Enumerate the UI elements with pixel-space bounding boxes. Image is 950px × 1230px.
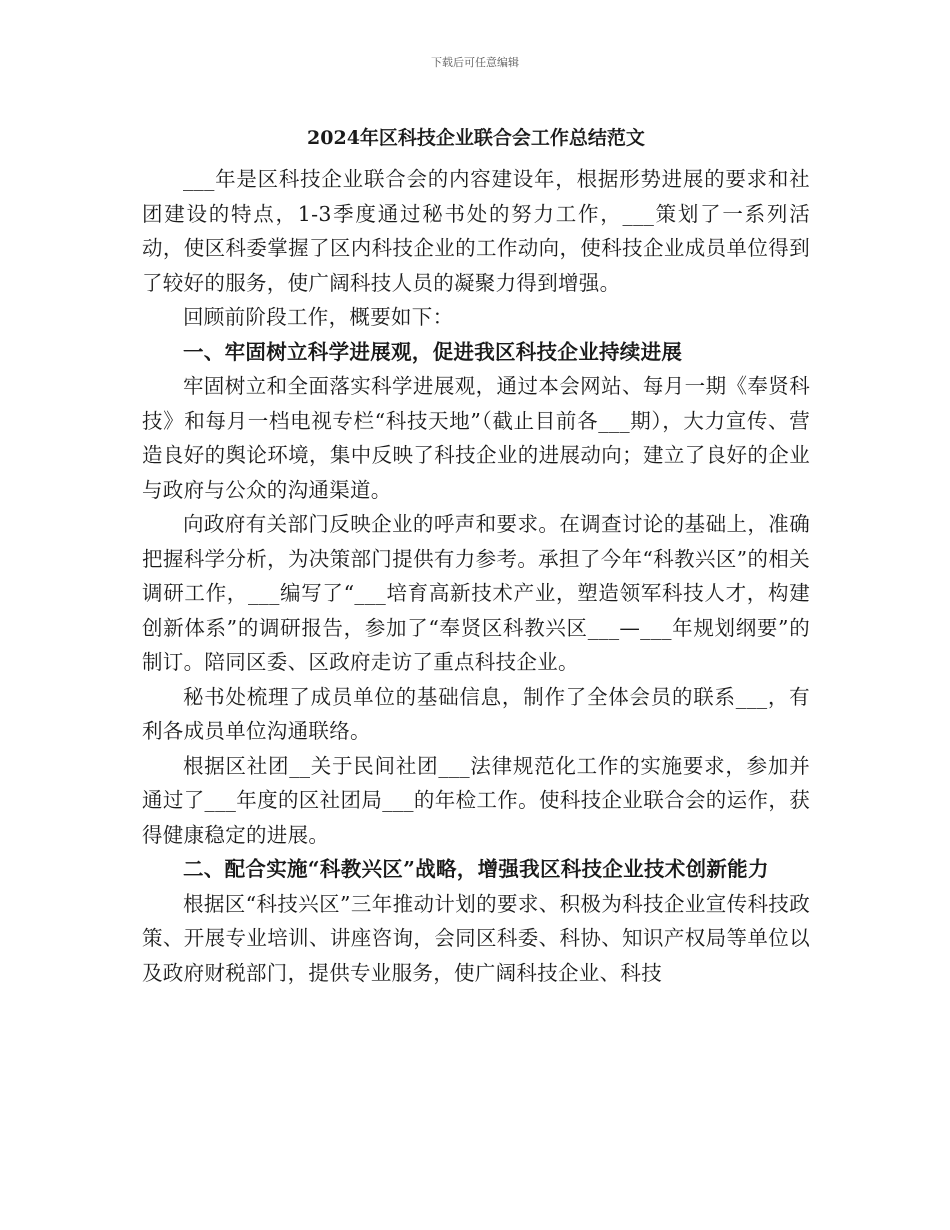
- paragraph-publicity: 牢固树立和全面落实科学进展观，通过本会网站、每月一期《奉贤科技》和每月一档电视专栏“科技天地”（截止目前各___期），大力宣传、营造良好的舆论环境，集中反映了科技企业的进展动向；建立了良好的企业与政府与公众的沟通渠道。: [142, 374, 810, 502]
- section-heading-1: 一、牢固树立科学进展观，促进我区科技企业持续进展: [183, 339, 683, 364]
- section-heading-2: 二、配合实施“科教兴区”战略，增强我区科技企业技术创新能力: [183, 857, 769, 881]
- document-title: 2024年区科技企业联合会工作总结范文: [307, 127, 645, 149]
- paragraph-strategy: 根据区“科技兴区”三年推动计划的要求、积极为科技企业宣传科技政策、开展专业培训、讲座咨询，会同区科委、科协、知识产权局等单位以及政府财税部门，提供专业服务，使广阔科技企业、科技: [142, 891, 810, 985]
- paragraph-secretariat: 秘书处梳理了成员单位的基础信息，制作了全体会员的联系___，有利各成员单位沟通联络。: [142, 684, 810, 743]
- paragraph-annual-inspection: 根据区社团__关于民间社团___法律规范化工作的实施要求，参加并通过了___年度的区社团局___的年检工作。使科技企业联合会的运作，获得健康稳定的进展。: [142, 753, 810, 847]
- document-body: [142, 122, 810, 990]
- paragraph-review: 回顾前阶段工作，概要如下：: [183, 305, 454, 329]
- paragraph-intro: ___年是区科技企业联合会的内容建设年，根据形势进展的要求和社团建设的特点，1-3季度通过秘书处的努力工作，___策划了一系列活动，使区科委掌握了区内科技企业的工作动向，使科技企业成员单位得到了较好的服务，使广阔科技人员的凝聚力得到增强。: [142, 167, 810, 295]
- header-note: 下载后可任意编辑: [431, 56, 519, 69]
- paragraph-government: 向政府有关部门反映企业的呼声和要求。在调查讨论的基础上，准确把握科学分析，为决策部门提供有力参考。承担了今年“科教兴区”的相关调研工作，___编写了“___培育高新技术产业，塑造领军科技人才，构建创新体系”的调研报告，参加了“奉贤区科教兴区___—___年规划纲要”的制订。陪同区委、区政府走访了重点科技企业。: [142, 512, 810, 674]
